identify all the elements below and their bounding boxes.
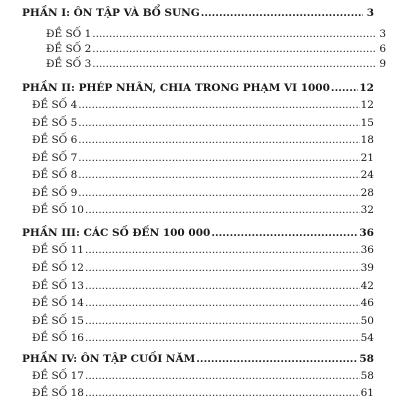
dot-leader xyxy=(92,28,375,40)
dot-leader xyxy=(331,82,358,94)
toc-part-1[interactable] xyxy=(22,7,374,19)
toc-entry[interactable] xyxy=(34,58,386,70)
dot-leader xyxy=(85,262,360,274)
part-title: PHẦN I: ÔN TẬP VÀ BỔ SUNG xyxy=(22,7,200,19)
toc-entry[interactable] xyxy=(32,387,374,399)
entry-label: ĐỀ SỐ 3 xyxy=(46,58,92,70)
toc-entry[interactable] xyxy=(32,134,374,146)
entry-page: 21 xyxy=(360,152,374,164)
dot-leader xyxy=(85,244,360,256)
entry-page: 58 xyxy=(360,370,374,382)
entry-label: ĐỀ SỐ 2 xyxy=(46,43,92,55)
entry-page: 3 xyxy=(379,28,386,40)
dot-leader xyxy=(85,204,360,216)
entry-page: 12 xyxy=(360,99,374,111)
toc-entry[interactable] xyxy=(32,315,374,327)
entry-label: ĐỀ SỐ 15 xyxy=(32,315,84,327)
dot-leader xyxy=(78,99,359,111)
entry-label: ĐỀ SỐ 9 xyxy=(32,187,78,199)
toc-entry[interactable] xyxy=(32,297,374,309)
toc-entry[interactable] xyxy=(32,262,374,274)
part-page: 58 xyxy=(359,353,374,365)
dot-leader xyxy=(92,58,375,70)
dot-leader xyxy=(78,187,359,199)
entry-page: 42 xyxy=(360,280,374,292)
dot-leader xyxy=(85,387,360,399)
entry-label: ĐỀ SỐ 16 xyxy=(32,332,84,344)
toc-entry[interactable] xyxy=(32,244,374,256)
toc-entry[interactable] xyxy=(34,43,386,55)
dot-leader xyxy=(78,169,359,181)
entry-page: 50 xyxy=(360,315,374,327)
dot-leader xyxy=(85,370,360,382)
entry-page: 36 xyxy=(360,244,374,256)
toc-entry[interactable] xyxy=(32,152,374,164)
entry-label: ĐỀ SỐ 6 xyxy=(32,134,78,146)
toc-entry[interactable] xyxy=(32,99,374,111)
dot-leader xyxy=(201,7,363,19)
entry-label: ĐỀ SỐ 10 xyxy=(32,204,84,216)
entry-label: ĐỀ SỐ 7 xyxy=(32,152,78,164)
toc-part-2[interactable] xyxy=(22,82,374,94)
part-title: PHẦN IV: ÔN TẬP CUỐI NĂM xyxy=(22,353,196,365)
toc-part-4[interactable] xyxy=(22,353,374,365)
entry-page: 54 xyxy=(360,332,374,344)
part-title: PHẦN II: PHÉP NHÂN, CHIA TRONG PHẠM VI 1000 xyxy=(22,82,330,94)
entry-page: 61 xyxy=(360,387,374,399)
toc-entry[interactable] xyxy=(32,169,374,181)
dot-leader xyxy=(85,332,360,344)
entry-label: ĐỀ SỐ 13 xyxy=(32,280,84,292)
dot-leader xyxy=(85,297,360,309)
entry-page: 32 xyxy=(360,204,374,216)
part-page: 36 xyxy=(359,227,374,239)
entry-label: ĐỀ SỐ 12 xyxy=(32,262,84,274)
toc-entry[interactable] xyxy=(34,28,386,40)
entry-label: ĐỀ SỐ 17 xyxy=(32,370,84,382)
entry-label: ĐỀ SỐ 14 xyxy=(32,297,84,309)
dot-leader xyxy=(78,134,359,146)
entry-label: ĐỀ SỐ 1 xyxy=(46,28,92,40)
part-page: 12 xyxy=(359,82,374,94)
toc-entry[interactable] xyxy=(32,370,374,382)
entry-page: 28 xyxy=(360,187,374,199)
dot-leader xyxy=(92,43,375,55)
toc-entry[interactable] xyxy=(32,204,374,216)
toc-entry[interactable] xyxy=(32,280,374,292)
entry-page: 46 xyxy=(360,297,374,309)
dot-leader xyxy=(196,353,358,365)
dot-leader xyxy=(78,152,359,164)
toc-entry[interactable] xyxy=(32,117,374,129)
dot-leader xyxy=(211,227,358,239)
dot-leader xyxy=(85,315,360,327)
entry-label: ĐỀ SỐ 18 xyxy=(32,387,84,399)
toc-entry[interactable] xyxy=(32,332,374,344)
entry-label: ĐỀ SỐ 4 xyxy=(32,99,78,111)
toc-part-3[interactable] xyxy=(22,227,374,239)
entry-label: ĐỀ SỐ 11 xyxy=(32,244,84,256)
entry-page: 9 xyxy=(379,58,386,70)
dot-leader xyxy=(85,280,360,292)
entry-label: ĐỀ SỐ 8 xyxy=(32,169,78,181)
entry-page: 24 xyxy=(360,169,374,181)
part-page: 3 xyxy=(366,7,374,19)
dot-leader xyxy=(78,117,359,129)
part-title: PHẦN III: CÁC SỐ ĐẾN 100 000 xyxy=(22,227,211,239)
toc-entry[interactable] xyxy=(32,187,374,199)
entry-page: 15 xyxy=(360,117,374,129)
entry-page: 18 xyxy=(360,134,374,146)
entry-label: ĐỀ SỐ 5 xyxy=(32,117,78,129)
entry-page: 6 xyxy=(379,43,386,55)
entry-page: 39 xyxy=(360,262,374,274)
